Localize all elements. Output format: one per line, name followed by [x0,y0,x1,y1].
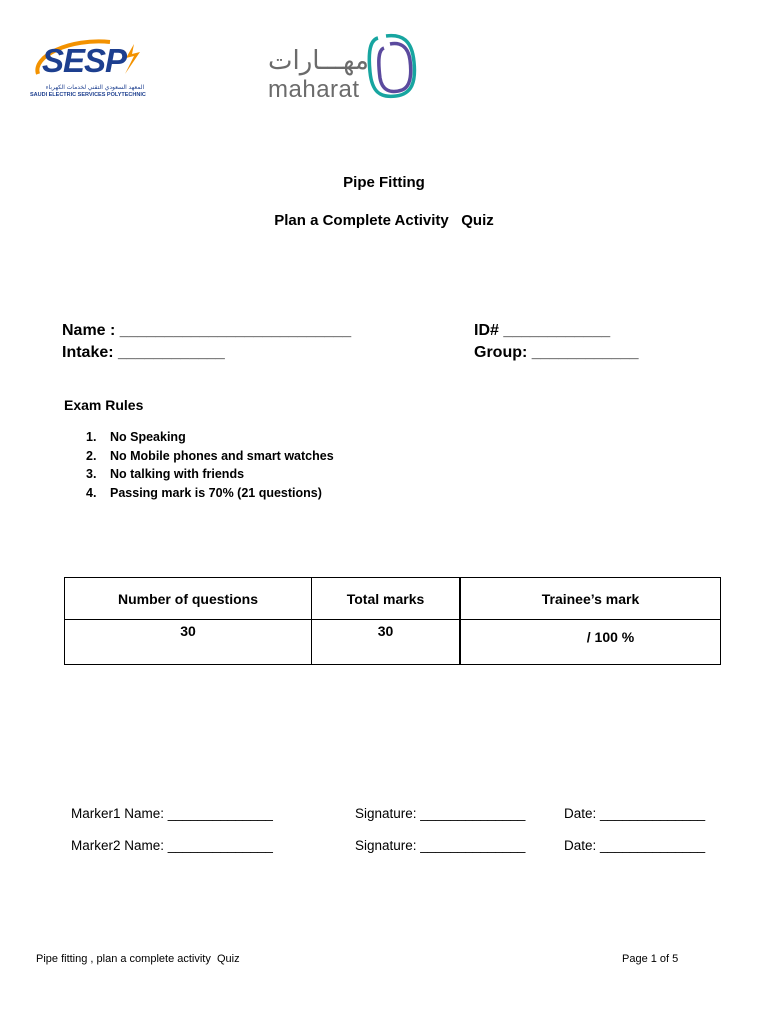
cell-trainee-mark: / 100 % [460,620,721,665]
rule-item: 3. No talking with friends [86,467,245,482]
table-row [65,620,721,665]
rule-item: 1. No Speaking [86,430,186,444]
page-number: Page 1 of 5 [622,953,679,965]
sesp-arabic-name: المعهد السعودي التقني لخدمات الكهرباء [45,85,145,91]
marks-table [64,577,721,665]
marker2-signature: Signature: ______________ [355,838,526,853]
marker1-date: Date: ______________ [564,806,706,821]
cell-number-of-questions: 30 [65,620,312,665]
marker2-date: Date: ______________ [564,838,706,853]
marker1-signature: Signature: ______________ [355,806,526,821]
maharat-mark-icon [366,32,418,104]
exam-rules-list [86,428,334,503]
header-trainee-mark: Trainee’s mark [460,578,721,620]
name-field: Name : __________________________ [62,322,352,339]
marker1-name: Marker1 Name: ______________ [71,806,273,821]
header-total-marks: Total marks [312,578,461,620]
maharat-english-wordmark: maharat [268,76,360,103]
footer-title: Pipe fitting , plan a complete activity Quiz [36,953,240,965]
subject-title: Pipe Fitting [343,174,425,191]
intake-field: Intake: ____________ [62,344,225,361]
maharat-arabic-wordmark: مهـــارات [268,46,369,76]
rule-item: 2. No Mobile phones and smart watches [86,448,334,463]
group-field: Group: ____________ [474,344,639,361]
quiz-title: Plan a Complete Activity Quiz [274,212,494,229]
exam-rules-heading: Exam Rules [64,397,144,413]
sesp-subtitle: SAUDI ELECTRIC SERVICES POLYTECHNIC [30,92,146,98]
sesp-logo-text: SESP [42,42,127,79]
cell-total-marks: 30 [312,620,461,665]
header-number-of-questions: Number of questions [65,578,312,620]
rule-item: 4. Passing mark is 70% (21 questions) [86,486,322,501]
marker2-name: Marker2 Name: ______________ [71,838,273,853]
id-field: ID# ____________ [474,322,611,339]
table-header-row [65,578,721,620]
